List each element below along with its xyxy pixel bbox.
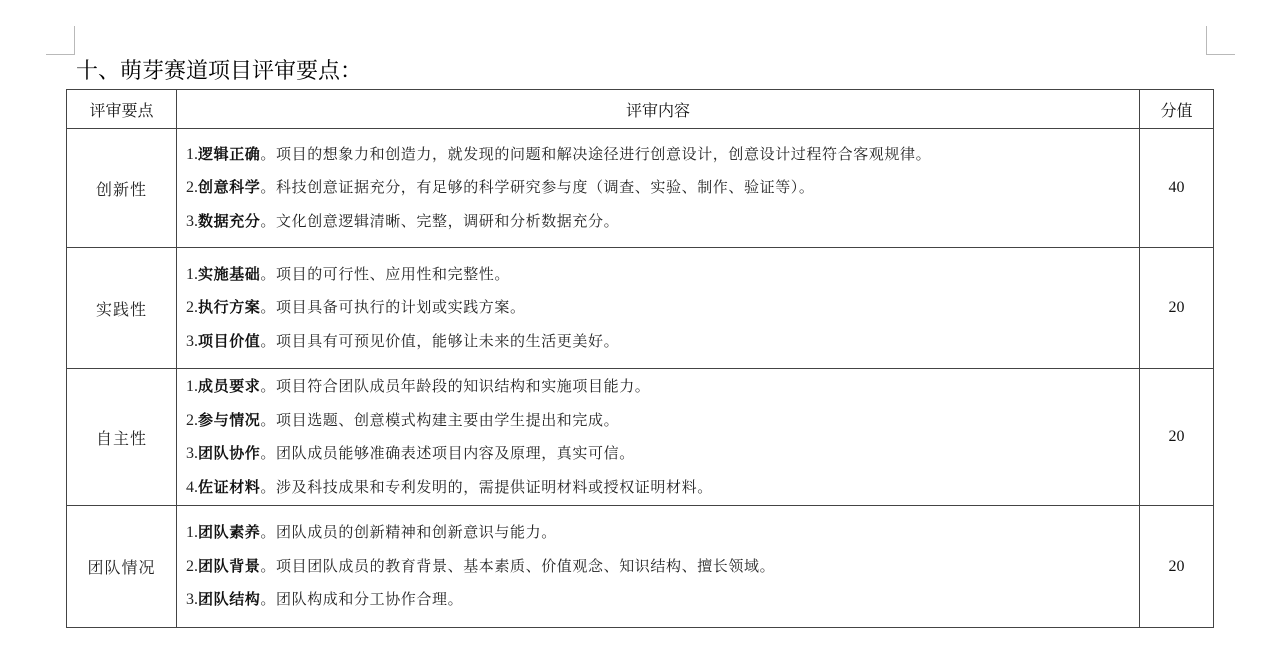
- content-item: [186, 325, 1139, 359]
- item-keyword: 数据充分: [198, 211, 261, 230]
- content-item: [186, 205, 1139, 239]
- item-number: 1.: [186, 378, 198, 395]
- item-keyword: 成员要求: [198, 377, 261, 395]
- item-description: 。项目具有可预见价值，能够让未来的生活更美好。: [260, 331, 620, 350]
- item-description: 。项目符合团队成员年龄段的知识结构和实施项目能力。: [260, 377, 651, 395]
- review-point-cell: 创新性: [67, 129, 177, 248]
- item-description: 。项目的可行性、应用性和完整性。: [260, 264, 511, 283]
- review-point-cell: 实践性: [67, 248, 177, 369]
- item-description: 。团队成员的创新精神和创新意识与能力。: [260, 523, 557, 542]
- section-title: 十、萌芽赛道项目评审要点：: [76, 59, 363, 84]
- content-item: [186, 171, 1139, 205]
- item-keyword: 逻辑正确: [198, 144, 261, 163]
- content-item: [186, 437, 1139, 471]
- table-row: [67, 506, 1214, 628]
- header-review-point: 评审要点: [67, 90, 177, 129]
- item-number: 3.: [186, 591, 198, 609]
- item-description: 。涉及科技成果和专利发明的，需提供证明材料或授权证明材料。: [260, 477, 713, 496]
- item-description: 。团队成员能够准确表述项目内容及原理，真实可信。: [260, 444, 635, 462]
- page-corner-mark-left: [46, 26, 75, 55]
- item-number: 3.: [186, 445, 198, 462]
- item-keyword: 执行方案: [198, 298, 261, 317]
- content-item: [186, 404, 1139, 438]
- item-number: 1.: [186, 145, 198, 163]
- table-row: [67, 248, 1214, 369]
- table-row: [67, 369, 1214, 506]
- item-keyword: 项目价值: [198, 331, 261, 350]
- review-content-cell: [177, 506, 1140, 628]
- item-number: 2.: [186, 299, 198, 317]
- review-criteria-table: [66, 89, 1214, 628]
- item-number: 1.: [186, 524, 198, 542]
- page-corner-mark-right: [1206, 26, 1235, 55]
- item-description: 。文化创意逻辑清晰、完整，调研和分析数据充分。: [260, 211, 620, 230]
- header-review-content: 评审内容: [177, 90, 1140, 129]
- content-item: [186, 291, 1139, 325]
- item-keyword: 佐证材料: [198, 477, 261, 496]
- item-keyword: 创意科学: [198, 178, 261, 197]
- table-row: [67, 129, 1214, 248]
- item-keyword: 团队协作: [198, 444, 261, 462]
- item-description: 。项目选题、创意模式构建主要由学生提出和完成。: [260, 410, 620, 429]
- content-item: [186, 471, 1139, 505]
- item-keyword: 参与情况: [198, 410, 261, 429]
- score-cell: 20: [1140, 248, 1214, 369]
- item-keyword: 团队背景: [198, 556, 261, 575]
- content-item: [186, 550, 1139, 584]
- content-item: [186, 370, 1139, 404]
- content-item: [186, 516, 1139, 550]
- item-number: 2.: [186, 557, 198, 575]
- score-cell: 20: [1140, 369, 1214, 506]
- item-number: 2.: [186, 179, 198, 197]
- item-description: 。项目具备可执行的计划或实践方案。: [260, 298, 526, 317]
- item-keyword: 团队结构: [198, 590, 261, 609]
- item-number: 2.: [186, 411, 198, 429]
- table-header-row: [67, 90, 1214, 129]
- item-number: 1.: [186, 265, 198, 283]
- content-item: [186, 583, 1139, 617]
- review-content-cell: [177, 369, 1140, 506]
- item-number: 3.: [186, 332, 198, 350]
- item-description: 。项目的想象力和创造力，就发现的问题和解决途径进行创意设计，创意设计过程符合客观规律。: [260, 144, 932, 163]
- item-keyword: 团队素养: [198, 523, 261, 542]
- header-score: 分值: [1140, 90, 1214, 129]
- content-item: [186, 138, 1139, 172]
- review-point-cell: 团队情况: [67, 506, 177, 628]
- review-content-cell: [177, 129, 1140, 248]
- item-keyword: 实施基础: [198, 264, 261, 283]
- item-number: 4.: [186, 478, 198, 496]
- item-description: 。科技创意证据充分，有足够的科学研究参与度（调查、实验、制作、验证等）。: [260, 178, 815, 197]
- item-number: 3.: [186, 212, 198, 230]
- score-cell: 20: [1140, 506, 1214, 628]
- item-description: 。团队构成和分工协作合理。: [260, 590, 464, 609]
- score-cell: 40: [1140, 129, 1214, 248]
- item-description: 。项目团队成员的教育背景、基本素质、价值观念、知识结构、擅长领域。: [260, 556, 776, 575]
- review-point-cell: 自主性: [67, 369, 177, 506]
- content-item: [186, 258, 1139, 292]
- review-content-cell: [177, 248, 1140, 369]
